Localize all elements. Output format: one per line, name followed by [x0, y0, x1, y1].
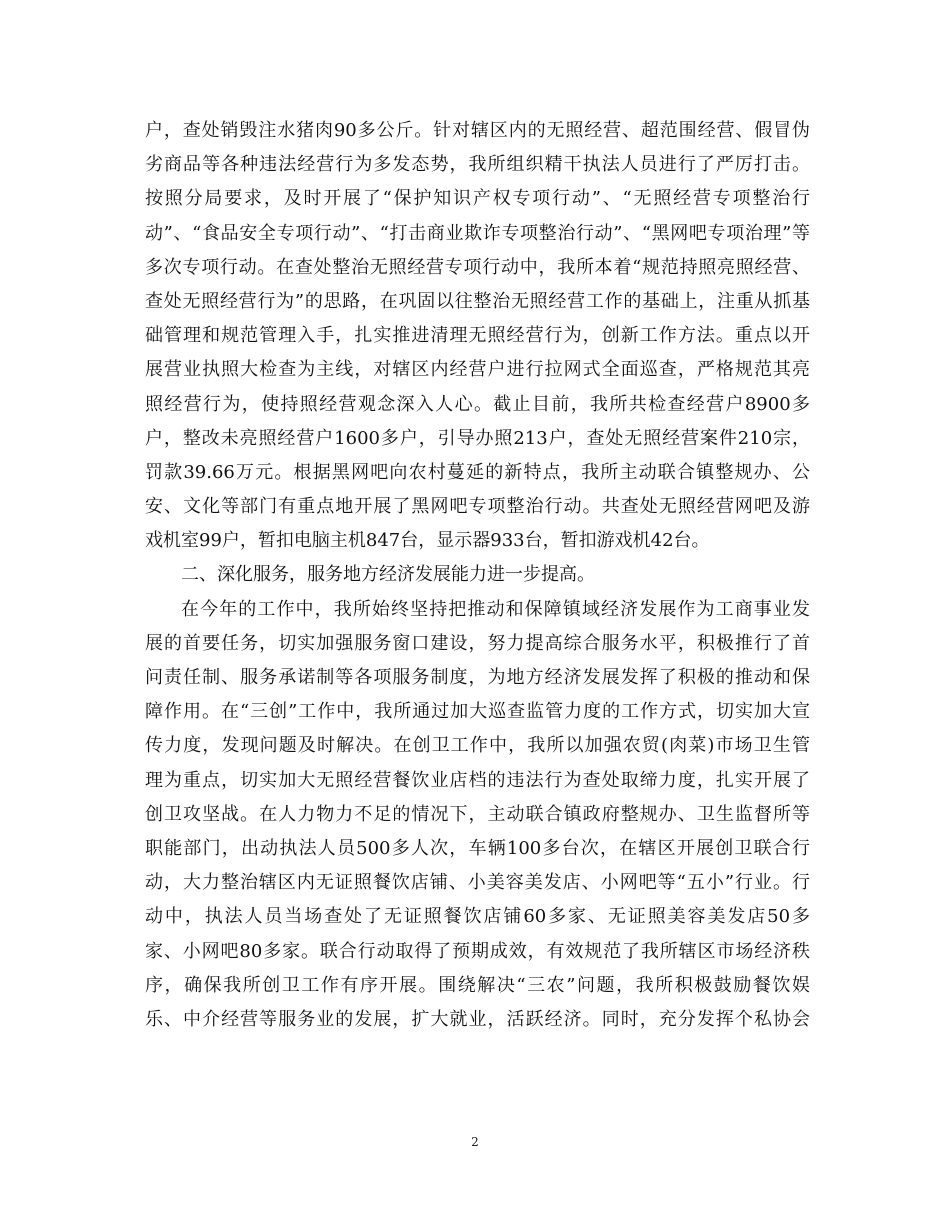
section-heading: 二、深化服务，服务地方经济发展能力进一步提高。: [181, 564, 595, 586]
page-number: 2: [471, 1135, 479, 1149]
paragraph-3-line-8: 职能部门，出动执法人员500多人次，车辆100多台次，在辖区开展创卫联合行: [145, 837, 810, 859]
paragraph-1-line-8: 展营业执照大检查为主线，对辖区内经营户进行拉网式全面巡查，严格规范其亮: [145, 359, 810, 381]
paragraph-1-line-1: 户，查处销毁注水猪肉90多公斤。针对辖区内的无照经营、超范围经营、假冒伪: [145, 120, 810, 141]
paragraph-1-line-11: 罚款39.66万元。根据黑网吧向农村蔓延的新特点，我所主动联合镇整规办、公: [145, 461, 810, 483]
paragraph-1-line-12: 安、文化等部门有重点地开展了黑网吧专项整治行动。共查处无照经营网吧及游: [145, 496, 810, 518]
paragraph-3-line-2: 展的首要任务，切实加强服务窗口建设，努力提高综合服务水平，积极推行了首: [145, 632, 810, 654]
paragraph-3-line-1: 在今年的工作中，我所始终坚持把推动和保障镇域经济发展作为工商事业发: [181, 598, 810, 620]
paragraph-3-line-5: 传力度，发现问题及时解决。在创卫工作中，我所以加强农贸(肉菜)市场卫生管: [145, 735, 810, 757]
paragraph-1-line-4: 动”、“食品安全专项行动”、“打击商业欺诈专项整治行动”、“黑网吧专项治理”等: [145, 222, 810, 244]
paragraph-3-line-12: 序，确保我所创卫工作有序开展。围绕解决“三农”问题，我所积极鼓励餐饮娱: [145, 974, 810, 996]
paragraph-3-line-11: 家、小网吧80多家。联合行动取得了预期成效，有效规范了我所辖区市场经济秩: [145, 940, 810, 962]
paragraph-3-line-10: 动中，执法人员当场查处了无证照餐饮店铺60多家、无证照美容美发店50多: [145, 906, 810, 928]
paragraph-3-line-9: 动，大力整治辖区内无证照餐饮店铺、小美容美发店、小网吧等“五小”行业。行: [145, 872, 810, 894]
paragraph-3-line-7: 创卫攻坚战。在人力物力不足的情况下，主动联合镇政府整规办、卫生监督所等: [145, 803, 810, 825]
paragraph-3-line-13: 乐、中介经营等服务业的发展，扩大就业，活跃经济。同时，充分发挥个私协会: [145, 1008, 810, 1030]
paragraph-3-line-6: 理为重点，切实加大无照经营餐饮业店档的违法行为查处取缔力度，扎实开展了: [145, 769, 810, 791]
paragraph-1-line-9: 照经营行为，使持照经营观念深入人心。截止目前，我所共检查经营户8900多: [145, 393, 810, 415]
paragraph-1-line-2: 劣商品等各种违法经营行为多发态势，我所组织精干执法人员进行了严厉打击。: [145, 154, 810, 176]
paragraph-1-line-3: 按照分局要求，及时开展了“保护知识产权专项行动”、“无照经营专项整治行: [145, 188, 810, 210]
paragraph-3-line-4: 障作用。在“三创”工作中，我所通过加大巡查监管力度的工作方式，切实加大宣: [145, 701, 810, 723]
body-text: [145, 114, 810, 1037]
paragraph-1-line-13: 戏机室99户，暂扣电脑主机847台，显示器933台，暂扣游戏机42台。: [145, 530, 710, 552]
paragraph-1-line-10: 户，整改未亮照经营户1600多户，引导办照213户，查处无照经营案件210宗，: [145, 427, 810, 449]
paragraph-1-line-5: 多次专项行动。在查处整治无照经营专项行动中，我所本着“规范持照亮照经营、: [145, 256, 810, 278]
paragraph-3-line-3: 问责任制、服务承诺制等各项服务制度，为地方经济发展发挥了积极的推动和保: [145, 667, 810, 688]
paragraph-1-line-6: 查处无照经营行为”的思路，在巩固以往整治无照经营工作的基础上，注重从抓基: [145, 290, 810, 312]
paragraph-1-line-7: 础管理和规范管理入手，扎实推进清理无照经营行为，创新工作方法。重点以开: [145, 325, 810, 347]
